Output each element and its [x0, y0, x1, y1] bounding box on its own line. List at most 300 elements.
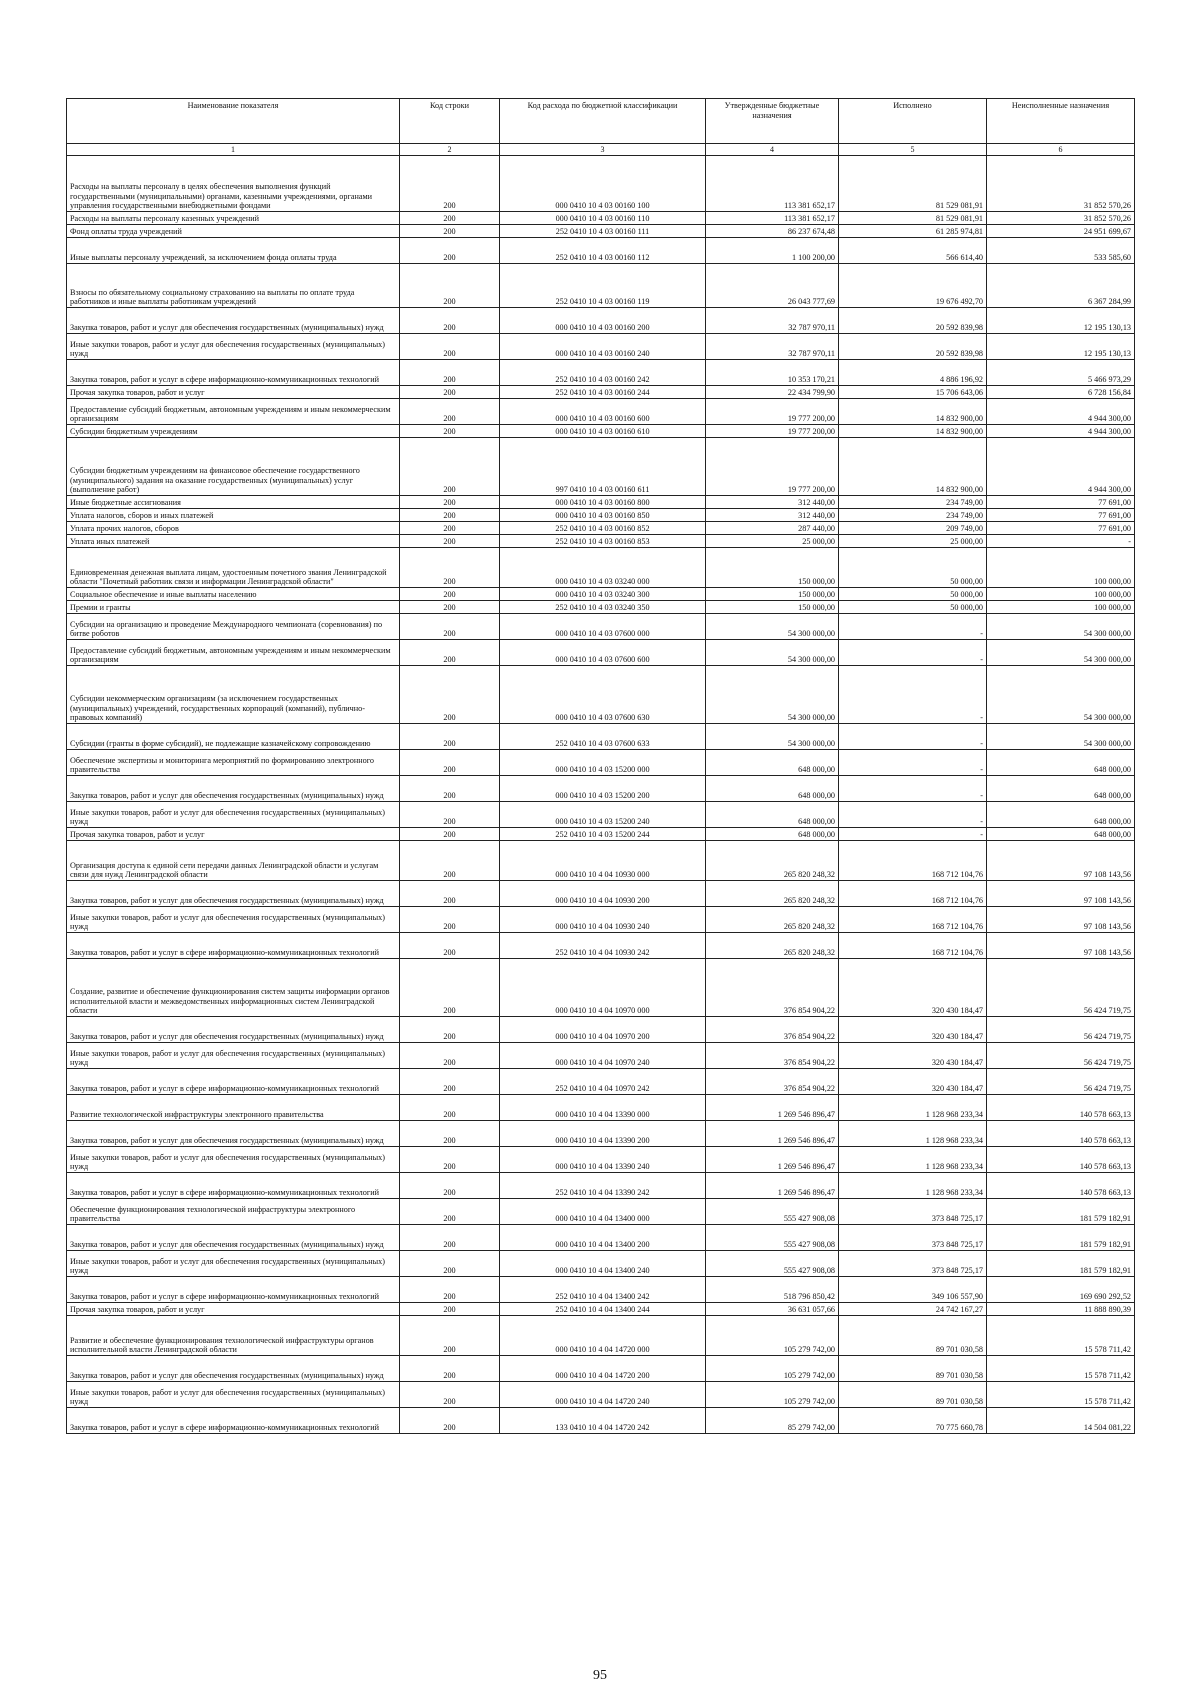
unexecuted-amount-cell: 6 728 156,84 [987, 386, 1135, 399]
executed-amount-cell: - [839, 640, 987, 666]
classification-code-cell: 000 0410 10 4 03 00160 850 [500, 509, 706, 522]
approved-amount-cell: 54 300 000,00 [706, 640, 839, 666]
line-code-cell: 200 [400, 588, 500, 601]
line-code-cell: 200 [400, 509, 500, 522]
line-code-cell: 200 [400, 360, 500, 386]
executed-amount-cell: - [839, 802, 987, 828]
approved-amount-cell: 22 434 799,90 [706, 386, 839, 399]
table-row [67, 264, 1135, 308]
executed-amount-cell: - [839, 724, 987, 750]
classification-code-cell: 000 0410 10 4 04 10970 200 [500, 1017, 706, 1043]
approved-amount-cell: 648 000,00 [706, 802, 839, 828]
approved-amount-cell: 25 000,00 [706, 535, 839, 548]
header-line-code: Код строки [400, 99, 500, 144]
column-number: 3 [500, 144, 706, 156]
unexecuted-amount-cell: 181 579 182,91 [987, 1199, 1135, 1225]
table-row [67, 548, 1135, 588]
approved-amount-cell: 54 300 000,00 [706, 724, 839, 750]
indicator-name-cell: Прочая закупка товаров, работ и услуг [67, 1303, 400, 1316]
executed-amount-cell: 373 848 725,17 [839, 1199, 987, 1225]
unexecuted-amount-cell: 181 579 182,91 [987, 1251, 1135, 1277]
executed-amount-cell: 25 000,00 [839, 535, 987, 548]
classification-code-cell: 000 0410 10 4 04 14720 000 [500, 1316, 706, 1356]
unexecuted-amount-cell: 15 578 711,42 [987, 1316, 1135, 1356]
classification-code-cell: 252 0410 10 4 04 13390 242 [500, 1173, 706, 1199]
indicator-name-cell: Закупка товаров, работ и услуг в сфере информационно-коммуникационных технологий [67, 360, 400, 386]
classification-code-cell: 252 0410 10 4 03 00160 852 [500, 522, 706, 535]
line-code-cell: 200 [400, 724, 500, 750]
executed-amount-cell: 234 749,00 [839, 509, 987, 522]
table-row [67, 334, 1135, 360]
unexecuted-amount-cell: 97 108 143,56 [987, 907, 1135, 933]
line-code-cell: 200 [400, 1121, 500, 1147]
unexecuted-amount-cell: 140 578 663,13 [987, 1121, 1135, 1147]
line-code-cell: 200 [400, 156, 500, 212]
unexecuted-amount-cell: 140 578 663,13 [987, 1095, 1135, 1121]
approved-amount-cell: 555 427 908,08 [706, 1225, 839, 1251]
executed-amount-cell: 373 848 725,17 [839, 1225, 987, 1251]
indicator-name-cell: Расходы на выплаты персоналу в целях обеспечения выполнения функций государственными (муниципальными) органами, казенными учреждениями, органами управления государственными внебюджетными фондами [67, 156, 400, 212]
approved-amount-cell: 113 381 652,17 [706, 212, 839, 225]
approved-amount-cell: 54 300 000,00 [706, 614, 839, 640]
approved-amount-cell: 150 000,00 [706, 588, 839, 601]
table-row [67, 509, 1135, 522]
executed-amount-cell: 1 128 968 233,34 [839, 1121, 987, 1147]
indicator-name-cell: Взносы по обязательному социальному страхованию на выплаты по оплате труда работников и иные выплаты работникам учреждений [67, 264, 400, 308]
approved-amount-cell: 376 854 904,22 [706, 1069, 839, 1095]
classification-code-cell: 252 0410 10 4 04 10930 242 [500, 933, 706, 959]
column-number: 2 [400, 144, 500, 156]
unexecuted-amount-cell: 648 000,00 [987, 776, 1135, 802]
approved-amount-cell: 265 820 248,32 [706, 933, 839, 959]
indicator-name-cell: Иные закупки товаров, работ и услуг для обеспечения государственных (муниципальных) нужд [67, 334, 400, 360]
indicator-name-cell: Иные закупки товаров, работ и услуг для обеспечения государственных (муниципальных) нужд [67, 1043, 400, 1069]
unexecuted-amount-cell: 100 000,00 [987, 548, 1135, 588]
approved-amount-cell: 113 381 652,17 [706, 156, 839, 212]
executed-amount-cell: 20 592 839,98 [839, 334, 987, 360]
indicator-name-cell: Предоставление субсидий бюджетным, автономным учреждениям и иным некоммерческим организациям [67, 640, 400, 666]
executed-amount-cell: 320 430 184,47 [839, 1017, 987, 1043]
indicator-name-cell: Закупка товаров, работ и услуг для обеспечения государственных (муниципальных) нужд [67, 776, 400, 802]
unexecuted-amount-cell: 4 944 300,00 [987, 425, 1135, 438]
line-code-cell: 200 [400, 1173, 500, 1199]
classification-code-cell: 000 0410 10 4 03 00160 110 [500, 212, 706, 225]
line-code-cell: 200 [400, 614, 500, 640]
approved-amount-cell: 555 427 908,08 [706, 1251, 839, 1277]
table-row [67, 386, 1135, 399]
line-code-cell: 200 [400, 386, 500, 399]
line-code-cell: 200 [400, 1017, 500, 1043]
line-code-cell: 200 [400, 640, 500, 666]
classification-code-cell: 000 0410 10 4 03 07600 000 [500, 614, 706, 640]
unexecuted-amount-cell: 56 424 719,75 [987, 959, 1135, 1017]
classification-code-cell: 133 0410 10 4 04 14720 242 [500, 1408, 706, 1434]
executed-amount-cell: 81 529 081,91 [839, 212, 987, 225]
approved-amount-cell: 32 787 970,11 [706, 308, 839, 334]
table-row [67, 225, 1135, 238]
unexecuted-amount-cell: 56 424 719,75 [987, 1069, 1135, 1095]
indicator-name-cell: Социальное обеспечение и иные выплаты населению [67, 588, 400, 601]
table-row [67, 438, 1135, 496]
unexecuted-amount-cell: 4 944 300,00 [987, 399, 1135, 425]
line-code-cell: 200 [400, 1316, 500, 1356]
report-page [66, 98, 1134, 1434]
classification-code-cell: 000 0410 10 4 03 15200 200 [500, 776, 706, 802]
line-code-cell: 200 [400, 522, 500, 535]
executed-amount-cell: 89 701 030,58 [839, 1316, 987, 1356]
approved-amount-cell: 26 043 777,69 [706, 264, 839, 308]
indicator-name-cell: Закупка товаров, работ и услуг в сфере информационно-коммуникационных технологий [67, 1069, 400, 1095]
unexecuted-amount-cell: 140 578 663,13 [987, 1147, 1135, 1173]
table-row [67, 360, 1135, 386]
executed-amount-cell: - [839, 750, 987, 776]
approved-amount-cell: 376 854 904,22 [706, 959, 839, 1017]
classification-code-cell: 000 0410 10 4 03 07600 630 [500, 666, 706, 724]
table-row [67, 614, 1135, 640]
line-code-cell: 200 [400, 666, 500, 724]
indicator-name-cell: Закупка товаров, работ и услуг в сфере информационно-коммуникационных технологий [67, 1408, 400, 1434]
table-row [67, 802, 1135, 828]
executed-amount-cell: 89 701 030,58 [839, 1356, 987, 1382]
line-code-cell: 200 [400, 1199, 500, 1225]
classification-code-cell: 000 0410 10 4 03 00160 600 [500, 399, 706, 425]
executed-amount-cell: 1 128 968 233,34 [839, 1173, 987, 1199]
unexecuted-amount-cell: 100 000,00 [987, 601, 1135, 614]
indicator-name-cell: Субсидии некоммерческим организациям (за исключением государственных (муниципальных) учреждений, государственных корпораций (компаний), публично-правовых компаний) [67, 666, 400, 724]
executed-amount-cell: 50 000,00 [839, 548, 987, 588]
executed-amount-cell: - [839, 776, 987, 802]
unexecuted-amount-cell: 15 578 711,42 [987, 1356, 1135, 1382]
table-row [67, 776, 1135, 802]
header-unexecuted-assignments: Неисполненные назначения [987, 99, 1135, 144]
line-code-cell: 200 [400, 264, 500, 308]
table-row [67, 1225, 1135, 1251]
unexecuted-amount-cell: 56 424 719,75 [987, 1043, 1135, 1069]
indicator-name-cell: Уплата налогов, сборов и иных платежей [67, 509, 400, 522]
indicator-name-cell: Премии и гранты [67, 601, 400, 614]
table-row [67, 238, 1135, 264]
header-approved-assignments: Утвержденные бюджетные назначения [706, 99, 839, 144]
unexecuted-amount-cell: 54 300 000,00 [987, 724, 1135, 750]
executed-amount-cell: 320 430 184,47 [839, 1069, 987, 1095]
approved-amount-cell: 86 237 674,48 [706, 225, 839, 238]
approved-amount-cell: 1 100 200,00 [706, 238, 839, 264]
line-code-cell: 200 [400, 959, 500, 1017]
classification-code-cell: 000 0410 10 4 04 13400 240 [500, 1251, 706, 1277]
table-row [67, 588, 1135, 601]
classification-code-cell: 000 0410 10 4 03 03240 000 [500, 548, 706, 588]
classification-code-cell: 252 0410 10 4 04 10970 242 [500, 1069, 706, 1095]
table-row [67, 399, 1135, 425]
approved-amount-cell: 19 777 200,00 [706, 425, 839, 438]
line-code-cell: 200 [400, 308, 500, 334]
approved-amount-cell: 32 787 970,11 [706, 334, 839, 360]
classification-code-cell: 000 0410 10 4 03 00160 200 [500, 308, 706, 334]
executed-amount-cell: 81 529 081,91 [839, 156, 987, 212]
line-code-cell: 200 [400, 225, 500, 238]
unexecuted-amount-cell: 54 300 000,00 [987, 666, 1135, 724]
line-code-cell: 200 [400, 1277, 500, 1303]
table-row [67, 425, 1135, 438]
indicator-name-cell: Иные выплаты персоналу учреждений, за исключением фонда оплаты труда [67, 238, 400, 264]
indicator-name-cell: Закупка товаров, работ и услуг для обеспечения государственных (муниципальных) нужд [67, 1356, 400, 1382]
indicator-name-cell: Закупка товаров, работ и услуг для обеспечения государственных (муниципальных) нужд [67, 1225, 400, 1251]
classification-code-cell: 252 0410 10 4 04 13400 242 [500, 1277, 706, 1303]
line-code-cell: 200 [400, 601, 500, 614]
table-row [67, 724, 1135, 750]
executed-amount-cell: 14 832 900,00 [839, 425, 987, 438]
table-row [67, 1173, 1135, 1199]
table-row [67, 601, 1135, 614]
unexecuted-amount-cell: 181 579 182,91 [987, 1225, 1135, 1251]
classification-code-cell: 000 0410 10 4 03 00160 800 [500, 496, 706, 509]
executed-amount-cell: 234 749,00 [839, 496, 987, 509]
unexecuted-amount-cell: 56 424 719,75 [987, 1017, 1135, 1043]
approved-amount-cell: 10 353 170,21 [706, 360, 839, 386]
line-code-cell: 200 [400, 1408, 500, 1434]
unexecuted-amount-cell: 97 108 143,56 [987, 841, 1135, 881]
line-code-cell: 200 [400, 1251, 500, 1277]
unexecuted-amount-cell: - [987, 535, 1135, 548]
classification-code-cell: 000 0410 10 4 04 10930 240 [500, 907, 706, 933]
indicator-name-cell: Субсидии на организацию и проведение Международного чемпионата (соревнования) по битве роботов [67, 614, 400, 640]
table-row [67, 1303, 1135, 1316]
unexecuted-amount-cell: 54 300 000,00 [987, 614, 1135, 640]
table-row [67, 1356, 1135, 1382]
unexecuted-amount-cell: 648 000,00 [987, 802, 1135, 828]
indicator-name-cell: Предоставление субсидий бюджетным, автономным учреждениям и иным некоммерческим организациям [67, 399, 400, 425]
indicator-name-cell: Закупка товаров, работ и услуг для обеспечения государственных (муниципальных) нужд [67, 308, 400, 334]
approved-amount-cell: 265 820 248,32 [706, 907, 839, 933]
indicator-name-cell: Субсидии бюджетным учреждениям [67, 425, 400, 438]
line-code-cell: 200 [400, 535, 500, 548]
table-row [67, 933, 1135, 959]
line-code-cell: 200 [400, 496, 500, 509]
executed-amount-cell: - [839, 666, 987, 724]
table-row [67, 1121, 1135, 1147]
indicator-name-cell: Развитие технологической инфраструктуры электронного правительства [67, 1095, 400, 1121]
indicator-name-cell: Прочая закупка товаров, работ и услуг [67, 386, 400, 399]
indicator-name-cell: Расходы на выплаты персоналу казенных учреждений [67, 212, 400, 225]
table-row [67, 522, 1135, 535]
classification-code-cell: 252 0410 10 4 03 00160 112 [500, 238, 706, 264]
indicator-name-cell: Иные закупки товаров, работ и услуг для обеспечения государственных (муниципальных) нужд [67, 907, 400, 933]
line-code-cell: 200 [400, 841, 500, 881]
executed-amount-cell: 209 749,00 [839, 522, 987, 535]
unexecuted-amount-cell: 31 852 570,26 [987, 156, 1135, 212]
classification-code-cell: 000 0410 10 4 03 03240 300 [500, 588, 706, 601]
unexecuted-amount-cell: 648 000,00 [987, 828, 1135, 841]
approved-amount-cell: 1 269 546 896,47 [706, 1173, 839, 1199]
approved-amount-cell: 648 000,00 [706, 776, 839, 802]
approved-amount-cell: 19 777 200,00 [706, 399, 839, 425]
table-row [67, 1017, 1135, 1043]
indicator-name-cell: Субсидии бюджетным учреждениям на финансовое обеспечение государственного (муниципального) задания на оказание государственных (муниципальных) услуг (выполнение работ) [67, 438, 400, 496]
line-code-cell: 200 [400, 907, 500, 933]
approved-amount-cell: 54 300 000,00 [706, 666, 839, 724]
approved-amount-cell: 376 854 904,22 [706, 1017, 839, 1043]
line-code-cell: 200 [400, 802, 500, 828]
column-number: 4 [706, 144, 839, 156]
line-code-cell: 200 [400, 334, 500, 360]
executed-amount-cell: 70 775 660,78 [839, 1408, 987, 1434]
executed-amount-cell: 19 676 492,70 [839, 264, 987, 308]
unexecuted-amount-cell: 24 951 699,67 [987, 225, 1135, 238]
approved-amount-cell: 376 854 904,22 [706, 1043, 839, 1069]
table-row [67, 750, 1135, 776]
executed-amount-cell: 168 712 104,76 [839, 841, 987, 881]
line-code-cell: 200 [400, 933, 500, 959]
unexecuted-amount-cell: 14 504 081,22 [987, 1408, 1135, 1434]
executed-amount-cell: - [839, 828, 987, 841]
executed-amount-cell: 20 592 839,98 [839, 308, 987, 334]
executed-amount-cell: 373 848 725,17 [839, 1251, 987, 1277]
table-row [67, 1382, 1135, 1408]
classification-code-cell: 000 0410 10 4 04 10930 000 [500, 841, 706, 881]
table-row [67, 1069, 1135, 1095]
line-code-cell: 200 [400, 828, 500, 841]
indicator-name-cell: Обеспечение функционирования технологической инфраструктуры электронного правительства [67, 1199, 400, 1225]
table-row [67, 308, 1135, 334]
header-budget-classification-code: Код расхода по бюджетной классификации [500, 99, 706, 144]
line-code-cell: 200 [400, 1069, 500, 1095]
indicator-name-cell: Развитие и обеспечение функционирования технологической инфраструктуры органов исполнительной власти Ленинградской области [67, 1316, 400, 1356]
classification-code-cell: 000 0410 10 4 04 13400 000 [500, 1199, 706, 1225]
line-code-cell: 200 [400, 1095, 500, 1121]
executed-amount-cell: 1 128 968 233,34 [839, 1095, 987, 1121]
table-row [67, 1043, 1135, 1069]
table-row [67, 959, 1135, 1017]
indicator-name-cell: Иные закупки товаров, работ и услуг для обеспечения государственных (муниципальных) нужд [67, 1147, 400, 1173]
line-code-cell: 200 [400, 1303, 500, 1316]
approved-amount-cell: 312 440,00 [706, 509, 839, 522]
executed-amount-cell: 320 430 184,47 [839, 1043, 987, 1069]
table-row [67, 828, 1135, 841]
table-row [67, 1251, 1135, 1277]
indicator-name-cell: Закупка товаров, работ и услуг в сфере информационно-коммуникационных технологий [67, 933, 400, 959]
line-code-cell: 200 [400, 425, 500, 438]
indicator-name-cell: Иные бюджетные ассигнования [67, 496, 400, 509]
classification-code-cell: 252 0410 10 4 03 07600 633 [500, 724, 706, 750]
approved-amount-cell: 555 427 908,08 [706, 1199, 839, 1225]
line-code-cell: 200 [400, 548, 500, 588]
classification-code-cell: 000 0410 10 4 03 00160 610 [500, 425, 706, 438]
budget-execution-table [66, 98, 1135, 1434]
unexecuted-amount-cell: 140 578 663,13 [987, 1173, 1135, 1199]
table-row [67, 907, 1135, 933]
unexecuted-amount-cell: 77 691,00 [987, 509, 1135, 522]
executed-amount-cell: - [839, 614, 987, 640]
executed-amount-cell: 4 886 196,92 [839, 360, 987, 386]
approved-amount-cell: 648 000,00 [706, 750, 839, 776]
unexecuted-amount-cell: 6 367 284,99 [987, 264, 1135, 308]
classification-code-cell: 000 0410 10 4 04 13390 240 [500, 1147, 706, 1173]
classification-code-cell: 252 0410 10 4 03 00160 244 [500, 386, 706, 399]
unexecuted-amount-cell: 648 000,00 [987, 750, 1135, 776]
executed-amount-cell: 566 614,40 [839, 238, 987, 264]
unexecuted-amount-cell: 54 300 000,00 [987, 640, 1135, 666]
unexecuted-amount-cell: 12 195 130,13 [987, 334, 1135, 360]
approved-amount-cell: 1 269 546 896,47 [706, 1121, 839, 1147]
line-code-cell: 200 [400, 1382, 500, 1408]
executed-amount-cell: 24 742 167,27 [839, 1303, 987, 1316]
classification-code-cell: 000 0410 10 4 04 10970 000 [500, 959, 706, 1017]
classification-code-cell: 252 0410 10 4 03 00160 111 [500, 225, 706, 238]
indicator-name-cell: Обеспечение экспертизы и мониторинга мероприятий по формированию электронного правительства [67, 750, 400, 776]
approved-amount-cell: 287 440,00 [706, 522, 839, 535]
unexecuted-amount-cell: 31 852 570,26 [987, 212, 1135, 225]
executed-amount-cell: 61 285 974,81 [839, 225, 987, 238]
classification-code-cell: 000 0410 10 4 04 13390 200 [500, 1121, 706, 1147]
table-row [67, 212, 1135, 225]
table-row [67, 1316, 1135, 1356]
approved-amount-cell: 150 000,00 [706, 548, 839, 588]
line-code-cell: 200 [400, 750, 500, 776]
column-number-row [67, 144, 1135, 156]
indicator-name-cell: Иные закупки товаров, работ и услуг для обеспечения государственных (муниципальных) нужд [67, 1382, 400, 1408]
classification-code-cell: 000 0410 10 4 04 14720 240 [500, 1382, 706, 1408]
indicator-name-cell: Закупка товаров, работ и услуг для обеспечения государственных (муниципальных) нужд [67, 881, 400, 907]
line-code-cell: 200 [400, 212, 500, 225]
approved-amount-cell: 648 000,00 [706, 828, 839, 841]
table-row [67, 1277, 1135, 1303]
executed-amount-cell: 89 701 030,58 [839, 1382, 987, 1408]
indicator-name-cell: Создание, развитие и обеспечение функционирования систем защиты информации органов исполнительной власти и межведомственных информационных систем Ленинградской области [67, 959, 400, 1017]
classification-code-cell: 252 0410 10 4 03 00160 119 [500, 264, 706, 308]
unexecuted-amount-cell: 11 888 890,39 [987, 1303, 1135, 1316]
indicator-name-cell: Иные закупки товаров, работ и услуг для обеспечения государственных (муниципальных) нужд [67, 1251, 400, 1277]
unexecuted-amount-cell: 15 578 711,42 [987, 1382, 1135, 1408]
approved-amount-cell: 85 279 742,00 [706, 1408, 839, 1434]
table-body [67, 156, 1135, 1434]
table-row [67, 535, 1135, 548]
line-code-cell: 200 [400, 399, 500, 425]
approved-amount-cell: 1 269 546 896,47 [706, 1147, 839, 1173]
indicator-name-cell: Иные закупки товаров, работ и услуг для обеспечения государственных (муниципальных) нужд [67, 802, 400, 828]
executed-amount-cell: 14 832 900,00 [839, 438, 987, 496]
line-code-cell: 200 [400, 1147, 500, 1173]
unexecuted-amount-cell: 97 108 143,56 [987, 933, 1135, 959]
table-row [67, 156, 1135, 212]
header-row [67, 99, 1135, 144]
line-code-cell: 200 [400, 438, 500, 496]
header-executed: Исполнено [839, 99, 987, 144]
line-code-cell: 200 [400, 1043, 500, 1069]
unexecuted-amount-cell: 100 000,00 [987, 588, 1135, 601]
approved-amount-cell: 19 777 200,00 [706, 438, 839, 496]
approved-amount-cell: 150 000,00 [706, 601, 839, 614]
approved-amount-cell: 105 279 742,00 [706, 1356, 839, 1382]
unexecuted-amount-cell: 77 691,00 [987, 496, 1135, 509]
classification-code-cell: 252 0410 10 4 04 13400 244 [500, 1303, 706, 1316]
table-row [67, 496, 1135, 509]
indicator-name-cell: Прочая закупка товаров, работ и услуг [67, 828, 400, 841]
approved-amount-cell: 265 820 248,32 [706, 881, 839, 907]
approved-amount-cell: 36 631 057,66 [706, 1303, 839, 1316]
approved-amount-cell: 105 279 742,00 [706, 1316, 839, 1356]
indicator-name-cell: Фонд оплаты труда учреждений [67, 225, 400, 238]
classification-code-cell: 252 0410 10 4 03 00160 853 [500, 535, 706, 548]
indicator-name-cell: Единовременная денежная выплата лицам, удостоенным почетного звания Ленинградской области "Почетный работник связи и информации Ленинградской области" [67, 548, 400, 588]
line-code-cell: 200 [400, 881, 500, 907]
approved-amount-cell: 312 440,00 [706, 496, 839, 509]
classification-code-cell: 252 0410 10 4 03 15200 244 [500, 828, 706, 841]
classification-code-cell: 000 0410 10 4 04 10930 200 [500, 881, 706, 907]
indicator-name-cell: Закупка товаров, работ и услуг для обеспечения государственных (муниципальных) нужд [67, 1017, 400, 1043]
classification-code-cell: 000 0410 10 4 03 15200 240 [500, 802, 706, 828]
classification-code-cell: 997 0410 10 4 03 00160 611 [500, 438, 706, 496]
classification-code-cell: 000 0410 10 4 03 00160 100 [500, 156, 706, 212]
